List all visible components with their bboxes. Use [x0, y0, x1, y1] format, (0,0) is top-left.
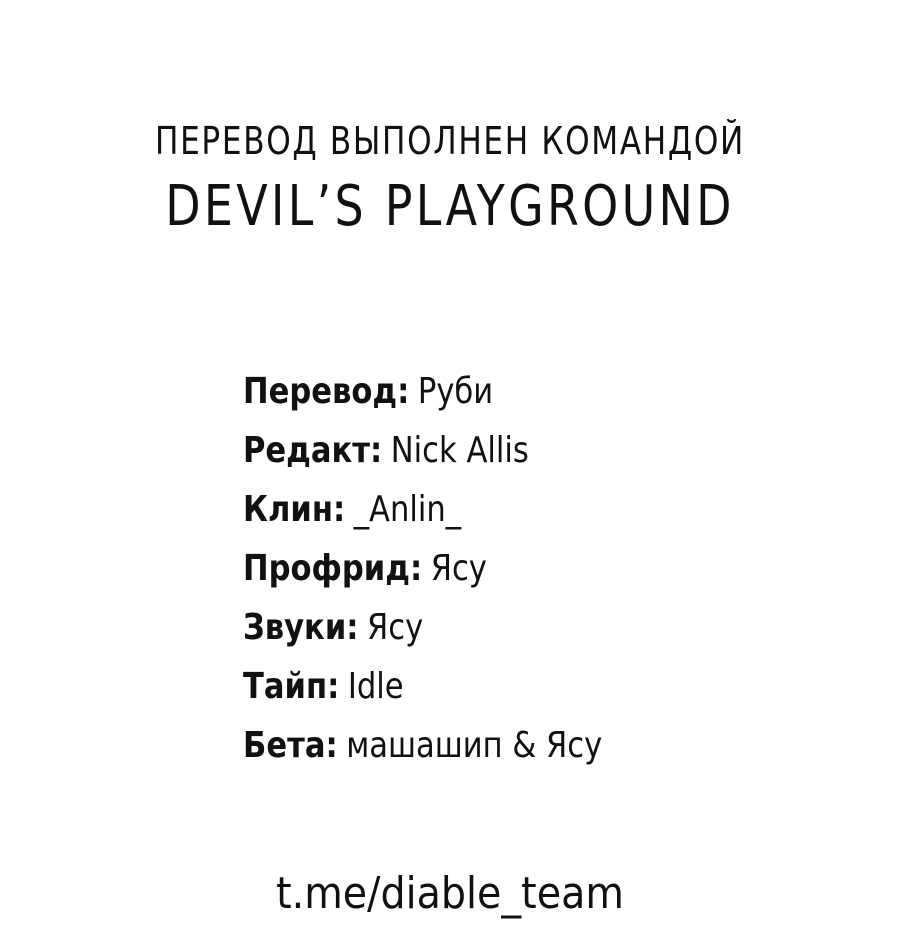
credit-proofreading [243, 539, 770, 598]
credit-name: Ясу [430, 548, 487, 589]
credit-role: Бета: [243, 725, 338, 766]
credit-role: Профрид: [243, 548, 423, 589]
credit-name: Руби [417, 371, 494, 412]
credit-name: Nick Allis [390, 430, 529, 471]
credit-role: Тайп: [243, 666, 340, 707]
telegram-link[interactable]: t.me/diable_team [276, 868, 624, 919]
credit-sounds [243, 598, 770, 657]
credit-translation [243, 362, 770, 421]
credit-name: Idle [347, 666, 404, 707]
credit-cleaning [243, 480, 770, 539]
credit-role: Редакт: [243, 430, 383, 471]
credit-name: _Anlin_ [353, 489, 462, 530]
credit-role: Перевод: [243, 371, 410, 412]
credit-typesetting [243, 657, 770, 716]
credit-beta [243, 716, 770, 775]
credit-role: Клин: [243, 489, 346, 530]
credit-name: Ясу [367, 607, 424, 648]
credit-editing [243, 421, 770, 480]
credits-list [243, 362, 863, 775]
credit-name: машашип & Ясу [346, 725, 603, 766]
team-name-title: DEVIL’S PLAYGROUND [165, 174, 735, 239]
credit-role: Звуки: [243, 607, 359, 648]
team-intro-heading: ПЕРЕВОД ВЫПОЛНЕН КОМАНДОЙ [155, 119, 745, 163]
